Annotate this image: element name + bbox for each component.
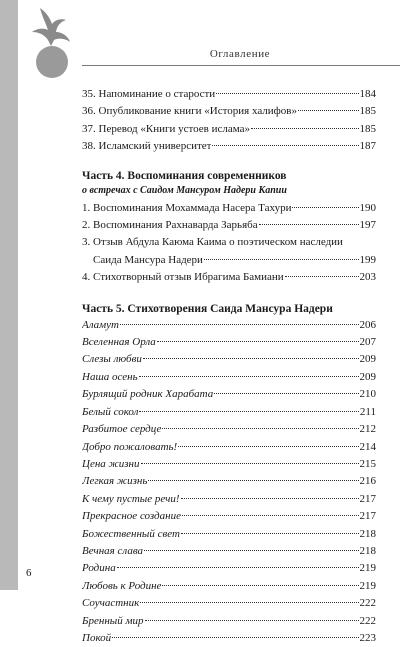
toc-entry-title: Белый сокол	[82, 405, 139, 418]
toc-entry-title: К чему пустые речи!	[82, 492, 180, 505]
toc-entry-page: 207	[359, 336, 376, 349]
toc-entry-page: 217	[359, 492, 376, 505]
dot-leader	[212, 145, 358, 146]
dot-leader	[139, 411, 358, 412]
toc-entry-page: 219	[359, 579, 376, 592]
dot-leader	[139, 376, 359, 377]
page-edge-band	[0, 0, 18, 590]
page-header-title: Оглавление	[209, 48, 271, 60]
toc-entry	[82, 543, 376, 560]
toc-entry-title: Аламут	[82, 318, 119, 331]
eagle-on-sphere-icon	[24, 2, 80, 82]
toc-entry-title: Вселенная Орла	[82, 336, 156, 349]
toc-entry	[82, 613, 376, 630]
toc-entry-page: 219	[359, 562, 376, 575]
dot-leader	[182, 515, 359, 516]
part-5-title: Часть 5. Стихотворения Саида Мансура Надери	[82, 302, 333, 315]
toc-entry-page: 190	[359, 201, 376, 214]
page-number: 6	[26, 567, 32, 579]
toc-entry	[82, 369, 376, 386]
toc-entry-page: 197	[359, 219, 376, 232]
toc-entry-title: 35. Напоминание о старости	[82, 88, 216, 100]
toc-entry	[82, 334, 376, 351]
dot-leader	[285, 276, 359, 277]
toc-entry	[82, 252, 376, 269]
toc-entry-page: 185	[359, 122, 376, 135]
toc-entry-page: 218	[359, 527, 376, 540]
toc-entry-page: 206	[359, 318, 376, 331]
toc-entry-page: 217	[359, 510, 376, 523]
toc-entry-title: Слезы любви	[82, 353, 142, 366]
toc-entry-title: Наша осень	[82, 370, 138, 383]
toc-entry-page: 185	[359, 105, 376, 118]
toc-entry	[82, 200, 376, 217]
toc-entry-title: Бренный мир	[82, 614, 144, 627]
dot-leader	[117, 567, 359, 568]
toc-entry	[82, 526, 376, 543]
toc-entry	[82, 595, 376, 612]
toc-entry-title: 38. Исламский университет	[82, 140, 212, 153]
dot-leader	[181, 498, 359, 499]
toc-entry-page: 222	[359, 614, 376, 627]
dot-leader	[162, 585, 358, 586]
dot-leader	[216, 93, 358, 94]
toc-entry	[82, 217, 376, 234]
dot-leader	[143, 358, 359, 359]
toc-entry-page: 223	[359, 631, 376, 644]
toc-entry-title: Любовь к Родине	[82, 579, 162, 592]
dot-leader	[181, 533, 359, 534]
dot-leader	[112, 637, 358, 638]
toc-entry-title: Божественный свет	[82, 527, 180, 540]
toc-entry-title: 1. Воспоминания Мохаммада Насера Тахури	[82, 201, 292, 214]
toc-entry-title: Легкая жизнь	[82, 475, 148, 488]
toc-entry	[82, 86, 376, 103]
part-4-subtitle: о встречах с Саидом Мансуром Надери Капии	[82, 184, 287, 196]
toc-part-4	[82, 168, 376, 287]
dot-leader	[251, 128, 358, 129]
toc-entry-title: 2. Воспоминания Рахнаварда Зарьяба	[82, 219, 258, 232]
toc-entry-title: Добро пожаловать!	[82, 440, 178, 453]
toc-entry-page: 216	[359, 475, 376, 488]
dot-leader	[259, 224, 359, 225]
dot-leader	[162, 428, 358, 429]
toc-entry-title: Покой	[82, 631, 112, 644]
header-divider	[82, 65, 400, 66]
dot-leader	[120, 324, 359, 325]
dot-leader	[298, 110, 359, 111]
toc-entry-page: 210	[359, 388, 376, 401]
part-4-title: Часть 4. Воспоминания современников	[82, 169, 287, 182]
toc-entry	[82, 578, 376, 595]
toc-entry-page: 215	[359, 457, 376, 470]
toc-entry	[82, 508, 376, 525]
toc-section-top	[82, 86, 376, 156]
toc-entry-page: 222	[359, 597, 376, 610]
toc-entry-line: 3. Отзыв Абдула Каюма Каима о поэтическом наследии	[82, 236, 343, 249]
toc-entry	[82, 456, 376, 473]
toc-entry	[82, 473, 376, 490]
toc-entry-title: 36. Опубликование книги «История халифов»	[82, 105, 297, 118]
toc-entry-page: 199	[359, 253, 376, 266]
dot-leader	[144, 550, 358, 551]
toc-entry	[82, 103, 376, 120]
toc-entry-page: 187	[359, 140, 376, 153]
toc-entry	[82, 269, 376, 286]
toc-entry-page: 209	[359, 370, 376, 383]
dot-leader	[141, 463, 359, 464]
dot-leader	[157, 341, 359, 342]
toc-entry-page: 218	[359, 544, 376, 557]
dot-leader	[178, 446, 358, 447]
toc-entry-title: 37. Перевод «Книги устоев ислама»	[82, 122, 251, 135]
toc-entry	[82, 491, 376, 508]
toc-entry-title: Цена жизни	[82, 457, 140, 470]
toc-entry	[82, 351, 376, 368]
toc-entry-page: 212	[359, 423, 376, 436]
toc-entry	[82, 386, 376, 403]
toc-entry-page: 209	[359, 353, 376, 366]
toc-entry-title: Прекрасное создание	[82, 510, 181, 523]
toc-entry-title: Бурлящий родник Харабата	[82, 388, 214, 401]
toc-entry	[82, 121, 376, 138]
toc-entry-page: 211	[359, 405, 376, 418]
toc-entry	[82, 404, 376, 421]
dot-leader	[204, 259, 359, 260]
toc-entry-title: Соучастник	[82, 597, 140, 610]
toc-entry	[82, 317, 376, 334]
toc-entry	[82, 138, 376, 155]
table-of-contents	[82, 86, 376, 647]
toc-entry	[82, 421, 376, 438]
toc-entry	[82, 560, 376, 577]
dot-leader	[292, 207, 358, 208]
toc-entry-title: 4. Стихотворный отзыв Ибрагима Бамиани	[82, 271, 284, 284]
dot-leader	[148, 480, 358, 481]
toc-entry-title: Вечная слава	[82, 544, 144, 557]
toc-entry-page: 184	[359, 88, 376, 100]
toc-entry-page: 214	[359, 440, 376, 453]
toc-entry-title: Саида Мансура Надери	[93, 253, 203, 266]
dot-leader	[140, 602, 358, 603]
toc-entry-title: Родина	[82, 562, 116, 575]
toc-entry-title: Разбитое сердце	[82, 423, 162, 436]
dot-leader	[214, 393, 358, 394]
toc-part-5	[82, 301, 376, 647]
toc-entry-page: 203	[359, 271, 376, 284]
toc-entry	[82, 439, 376, 456]
toc-entry	[82, 630, 376, 647]
dot-leader	[145, 620, 359, 621]
